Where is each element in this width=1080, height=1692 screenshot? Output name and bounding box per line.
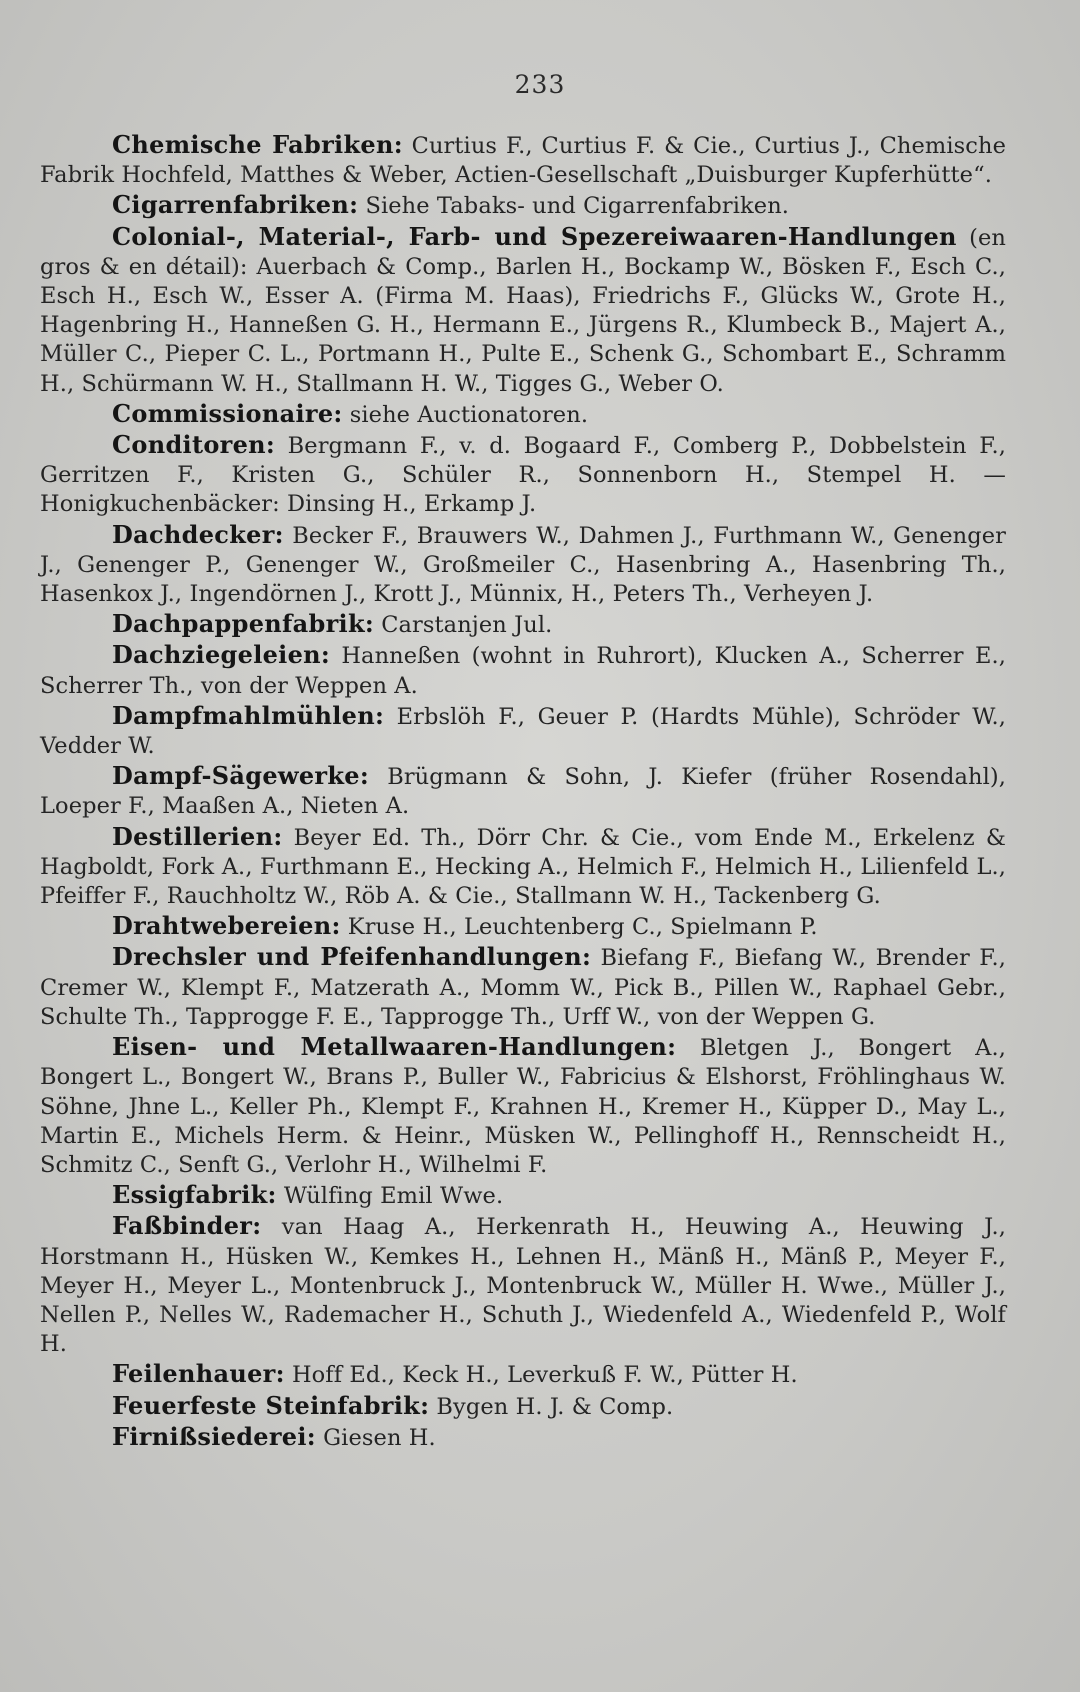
directory-entry — [40, 1180, 1006, 1211]
directory-entry — [40, 130, 1006, 190]
entry-heading: Conditoren: — [112, 430, 276, 460]
page-number: 233 — [514, 70, 566, 99]
directory-entry — [40, 1391, 1006, 1422]
entry-heading: Cigarrenfabriken: — [112, 190, 359, 220]
entry-text: Erbslöh F., Geuer P. (Hardts Mühle), Schröder W., Vedder W. — [40, 703, 1007, 760]
entry-heading: Faßbinder: — [112, 1211, 262, 1241]
entry-text: Beyer Ed. Th., Dörr Chr. & Cie., vom Ende M., Erkelenz & Hagboldt, Fork A., Furthmann E., Hecking A., Helmich F., Helmich H., Lilienfeld L., Pfeiffer F., Rauchholtz W., Röb A. & Cie., Stallmann W. H., Tackenberg G. — [40, 824, 1006, 910]
entry-heading: Dampf-Sägewerke: — [112, 761, 370, 791]
entry-heading: Dachziegeleien: — [112, 640, 331, 670]
directory-entry — [40, 190, 1006, 221]
entry-text: Bygen H. J. & Comp. — [436, 1393, 674, 1420]
entry-heading: Eisen- und Metallwaaren-Handlungen: — [112, 1032, 677, 1062]
entry-text: Curtius F., Curtius F. & Cie., Curtius J., Chemische Fabrik Hochfeld, Matthes & Weber, Actien-Gesellschaft „Duisburger Kupferhütte“. — [40, 133, 1006, 189]
directory-entry — [40, 1211, 1006, 1359]
directory-entry — [40, 822, 1006, 912]
entry-heading: Chemische Fabriken: — [112, 130, 403, 159]
entry-text: Brügmann & Sohn, J. Kiefer (früher Rosendahl), Loeper F., Maaßen A., Nieten A. — [40, 764, 1006, 820]
entry-heading: Dampfmahlmühlen: — [112, 700, 385, 730]
directory-entry — [40, 1359, 1006, 1390]
directory-entry — [40, 399, 1006, 430]
entry-text: siehe Auctionatoren. — [349, 401, 589, 428]
directory-entry — [40, 609, 1006, 640]
entry-heading: Dachdecker: — [112, 519, 284, 549]
directory-entry — [40, 520, 1006, 610]
entry-text: Kruse H., Leuchtenberg C., Spielmann P. — [347, 914, 818, 941]
entry-text: Becker F., Brauwers W., Dahmen J., Furthmann W., Genenger J., Genenger P., Genenger W., Großmeiler C., Hasenbring A., Hasenbring Th., Hasenkox J., Ingendörnen J., Krott J., Münnix, H., Peters Th., Verheyen J. — [40, 522, 1006, 608]
directory-entry — [40, 222, 1006, 399]
entry-text: (en gros & en détail): Auerbach & Comp., Barlen H., Bockamp W., Bösken F., Esch C., Esch H., Esch W., Esser A. (Firma M. Haas), Friedrichs F., Glücks W., Grote H., Hagenbring H., Hanneßen G. H., Hermann E., Jürgens R., Klumbeck B., Majert A., Müller C., Pieper C. L., Portmann H., Pulte E., Schenk G., Schombart E., Schramm H., Schürmann W. H., Stallmann H. W., Tigges G., Weber O. — [40, 224, 1006, 397]
entry-text: Wülfing Emil Wwe. — [283, 1183, 504, 1210]
directory-entry — [40, 942, 1006, 1032]
entry-heading: Essigfabrik: — [112, 1180, 277, 1210]
entry-text: Biefang F., Biefang W., Brender F., Cremer W., Klempt F., Matzerath A., Momm W., Pick B., Pillen W., Raphael Gebr., Schulte Th., Tapprogge F. E., Tapprogge Th., Urff W., von der Weppen G. — [40, 945, 1007, 1030]
entry-text: Bergmann F., v. d. Bogaard F., Comberg P., Dobbelstein F., Gerritzen F., Kristen G., Schüler R., Sonnenborn H., Stempel H. — Honigkuchenbäcker: Dinsing H., Erkamp J. — [40, 433, 1006, 518]
entry-heading: Feilenhauer: — [112, 1359, 285, 1389]
entry-heading: Colonial-, Material-, Farb- und Spezereiwaaren-Handlungen — [112, 221, 957, 251]
entry-text: Carstanjen Jul. — [381, 612, 553, 639]
trade-directory-list — [40, 130, 1006, 1453]
entry-heading: Drahtwebereien: — [112, 911, 341, 941]
entry-heading: Feuerfeste Steinfabrik: — [112, 1390, 430, 1420]
directory-entry — [40, 430, 1006, 520]
entry-text: van Haag A., Herkenrath H., Heuwing A., Heuwing J., Horstmann H., Hüsken W., Kemkes H., Lehnen H., Mänß H., Mänß P., Meyer F., Meyer H., Meyer L., Montenbruck J., Montenbruck W., Müller H. Wwe., Müller J., Nellen P., Nelles W., Rademacher H., Schuth J., Wiedenfeld A., Wiedenfeld P., Wolf H. — [40, 1214, 1006, 1358]
directory-entry — [40, 1422, 1006, 1453]
entry-heading: Dachpappenfabrik: — [112, 609, 375, 639]
directory-entry — [40, 640, 1006, 700]
entry-text: Siehe Tabaks- und Cigarrenfabriken. — [365, 193, 790, 220]
directory-entry — [40, 761, 1006, 821]
directory-entry — [40, 1032, 1006, 1180]
entry-heading: Firnißsiederei: — [112, 1421, 316, 1451]
entry-text: Bletgen J., Bongert A., Bongert L., Bongert W., Brans P., Buller W., Fabricius & Elshorst, Fröhlinghaus W. Söhne, Jhne L., Keller Ph., Klempt F., Krahnen H., Kremer H., Küpper D., May L., Martin E., Michels Herm. & Heinr., Müsken W., Pellinghoff H., Rennscheidt H., Schmitz C., Senft G., Verlohr H., Wilhelmi F. — [40, 1035, 1006, 1178]
directory-entry — [40, 911, 1006, 942]
entry-heading: Commissionaire: — [112, 398, 343, 428]
entry-text: Giesen H. — [323, 1424, 436, 1451]
entry-text: Hoff Ed., Keck H., Leverkuß F. W., Pütter H. — [291, 1362, 798, 1389]
entry-text: Hanneßen (wohnt in Ruhrort), Klucken A., Scherrer E., Scherrer Th., von der Weppen A. — [40, 643, 1006, 699]
entry-heading: Drechsler und Pfeifenhandlungen: — [112, 942, 592, 972]
directory-entry — [40, 701, 1006, 761]
entry-heading: Destillerien: — [112, 821, 283, 851]
